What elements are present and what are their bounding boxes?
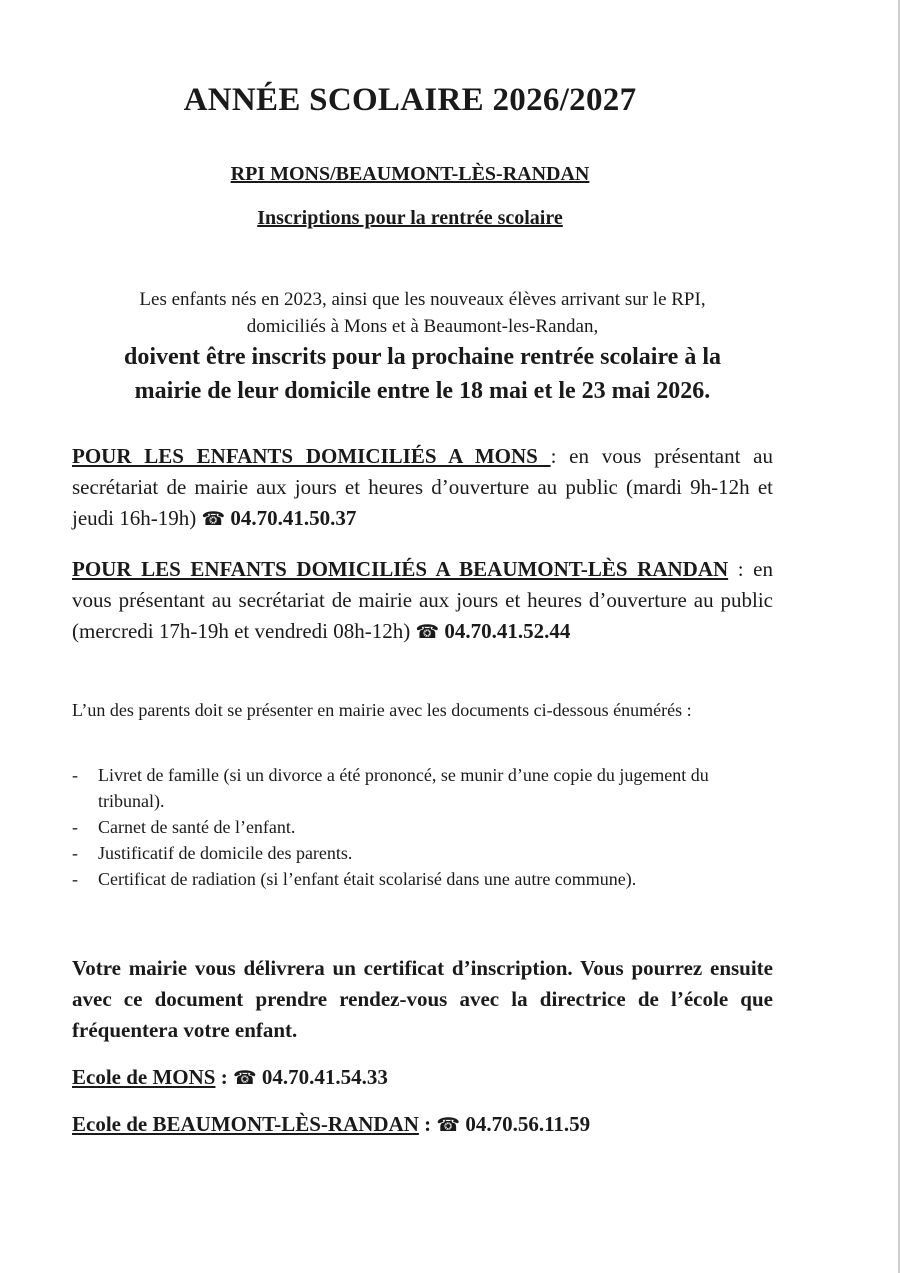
list-item-text: Livret de famille (si un divorce a été prononcé, se munir d’une copie du jugement du tribunal). bbox=[98, 765, 709, 811]
beaumont-text: : en vous présentant au secrétariat de mairie aux jours et heures d’ouverture au public (mercredi 17h-19h et vendredi 08h-12h) bbox=[72, 557, 773, 643]
documents-intro: L’un des parents doit se présenter en mairie avec les documents ci-dessous énumérés : bbox=[72, 700, 692, 720]
intro-line-2: domiciliés à Mons et à Beaumont-les-Randan, bbox=[246, 316, 599, 337]
phone-icon: ☎ bbox=[201, 508, 226, 530]
beaumont-section bbox=[72, 554, 773, 648]
school-beaumont-line bbox=[72, 1112, 590, 1137]
intro-bold-line-1: doivent être inscrits pour la prochaine rentrée scolaire à la bbox=[123, 344, 722, 370]
intro-bold-line-2: mairie de leur domicile entre le 18 mai et le 23 mai 2026. bbox=[134, 378, 711, 404]
beaumont-heading: POUR LES ENFANTS DOMICILIÉS A BEAUMONT-LÈS RANDAN bbox=[72, 557, 729, 581]
list-item bbox=[72, 814, 773, 840]
phone-icon: ☎ bbox=[436, 1114, 461, 1136]
school-mons-label: Ecole de MONS bbox=[72, 1065, 216, 1089]
school-separator: : bbox=[215, 1065, 233, 1089]
mons-phone: 04.70.41.50.37 bbox=[230, 506, 357, 530]
mons-section bbox=[72, 441, 773, 535]
list-item bbox=[72, 762, 773, 814]
school-beaumont-label: Ecole de BEAUMONT-LÈS-RANDAN bbox=[72, 1112, 419, 1136]
list-item bbox=[72, 840, 773, 866]
mons-text: : en vous présentant au secrétariat de mairie aux jours et heures d’ouverture au public (mardi 9h-12h et jeudi 16h-19h) bbox=[72, 444, 773, 530]
list-item-text: Carnet de santé de l’enfant. bbox=[98, 817, 296, 837]
school-mons-line bbox=[72, 1065, 388, 1090]
list-dash: - bbox=[72, 843, 78, 863]
school-mons-phone: 04.70.41.54.33 bbox=[261, 1065, 388, 1089]
list-dash: - bbox=[72, 765, 78, 785]
intro-text bbox=[0, 286, 845, 340]
phone-icon: ☎ bbox=[415, 621, 440, 643]
registration-subtitle: Inscriptions pour la rentrée scolaire bbox=[257, 207, 563, 229]
list-dash: - bbox=[72, 817, 78, 837]
list-item-text: Certificat de radiation (si l’enfant était scolarisé dans une autre commune). bbox=[98, 869, 637, 889]
school-separator: : bbox=[418, 1112, 437, 1136]
intro-line-1: Les enfants nés en 2023, ainsi que les nouveaux élèves arrivant sur le RPI, bbox=[139, 289, 706, 310]
documents-list bbox=[72, 762, 773, 892]
school-beaumont-phone: 04.70.56.11.59 bbox=[465, 1112, 591, 1136]
list-item-text: Justificatif de domicile des parents. bbox=[98, 843, 353, 863]
list-item bbox=[72, 866, 773, 892]
page-title: ANNÉE SCOLAIRE 2026/2027 bbox=[183, 82, 637, 118]
mons-heading: POUR LES ENFANTS DOMICILIÉS A MONS bbox=[72, 444, 551, 468]
beaumont-phone: 04.70.41.52.44 bbox=[444, 619, 571, 643]
closing-paragraph: Votre mairie vous délivrera un certificat d’inscription. Vous pourrez ensuite avec ce document prendre rendez-vous avec la directrice de l’école que fréquentera votre enfant. bbox=[72, 956, 773, 1042]
list-dash: - bbox=[72, 869, 78, 889]
phone-icon: ☎ bbox=[232, 1067, 257, 1089]
intro-bold-text bbox=[0, 340, 845, 408]
rpi-heading: RPI MONS/BEAUMONT-LÈS-RANDAN bbox=[230, 163, 590, 185]
